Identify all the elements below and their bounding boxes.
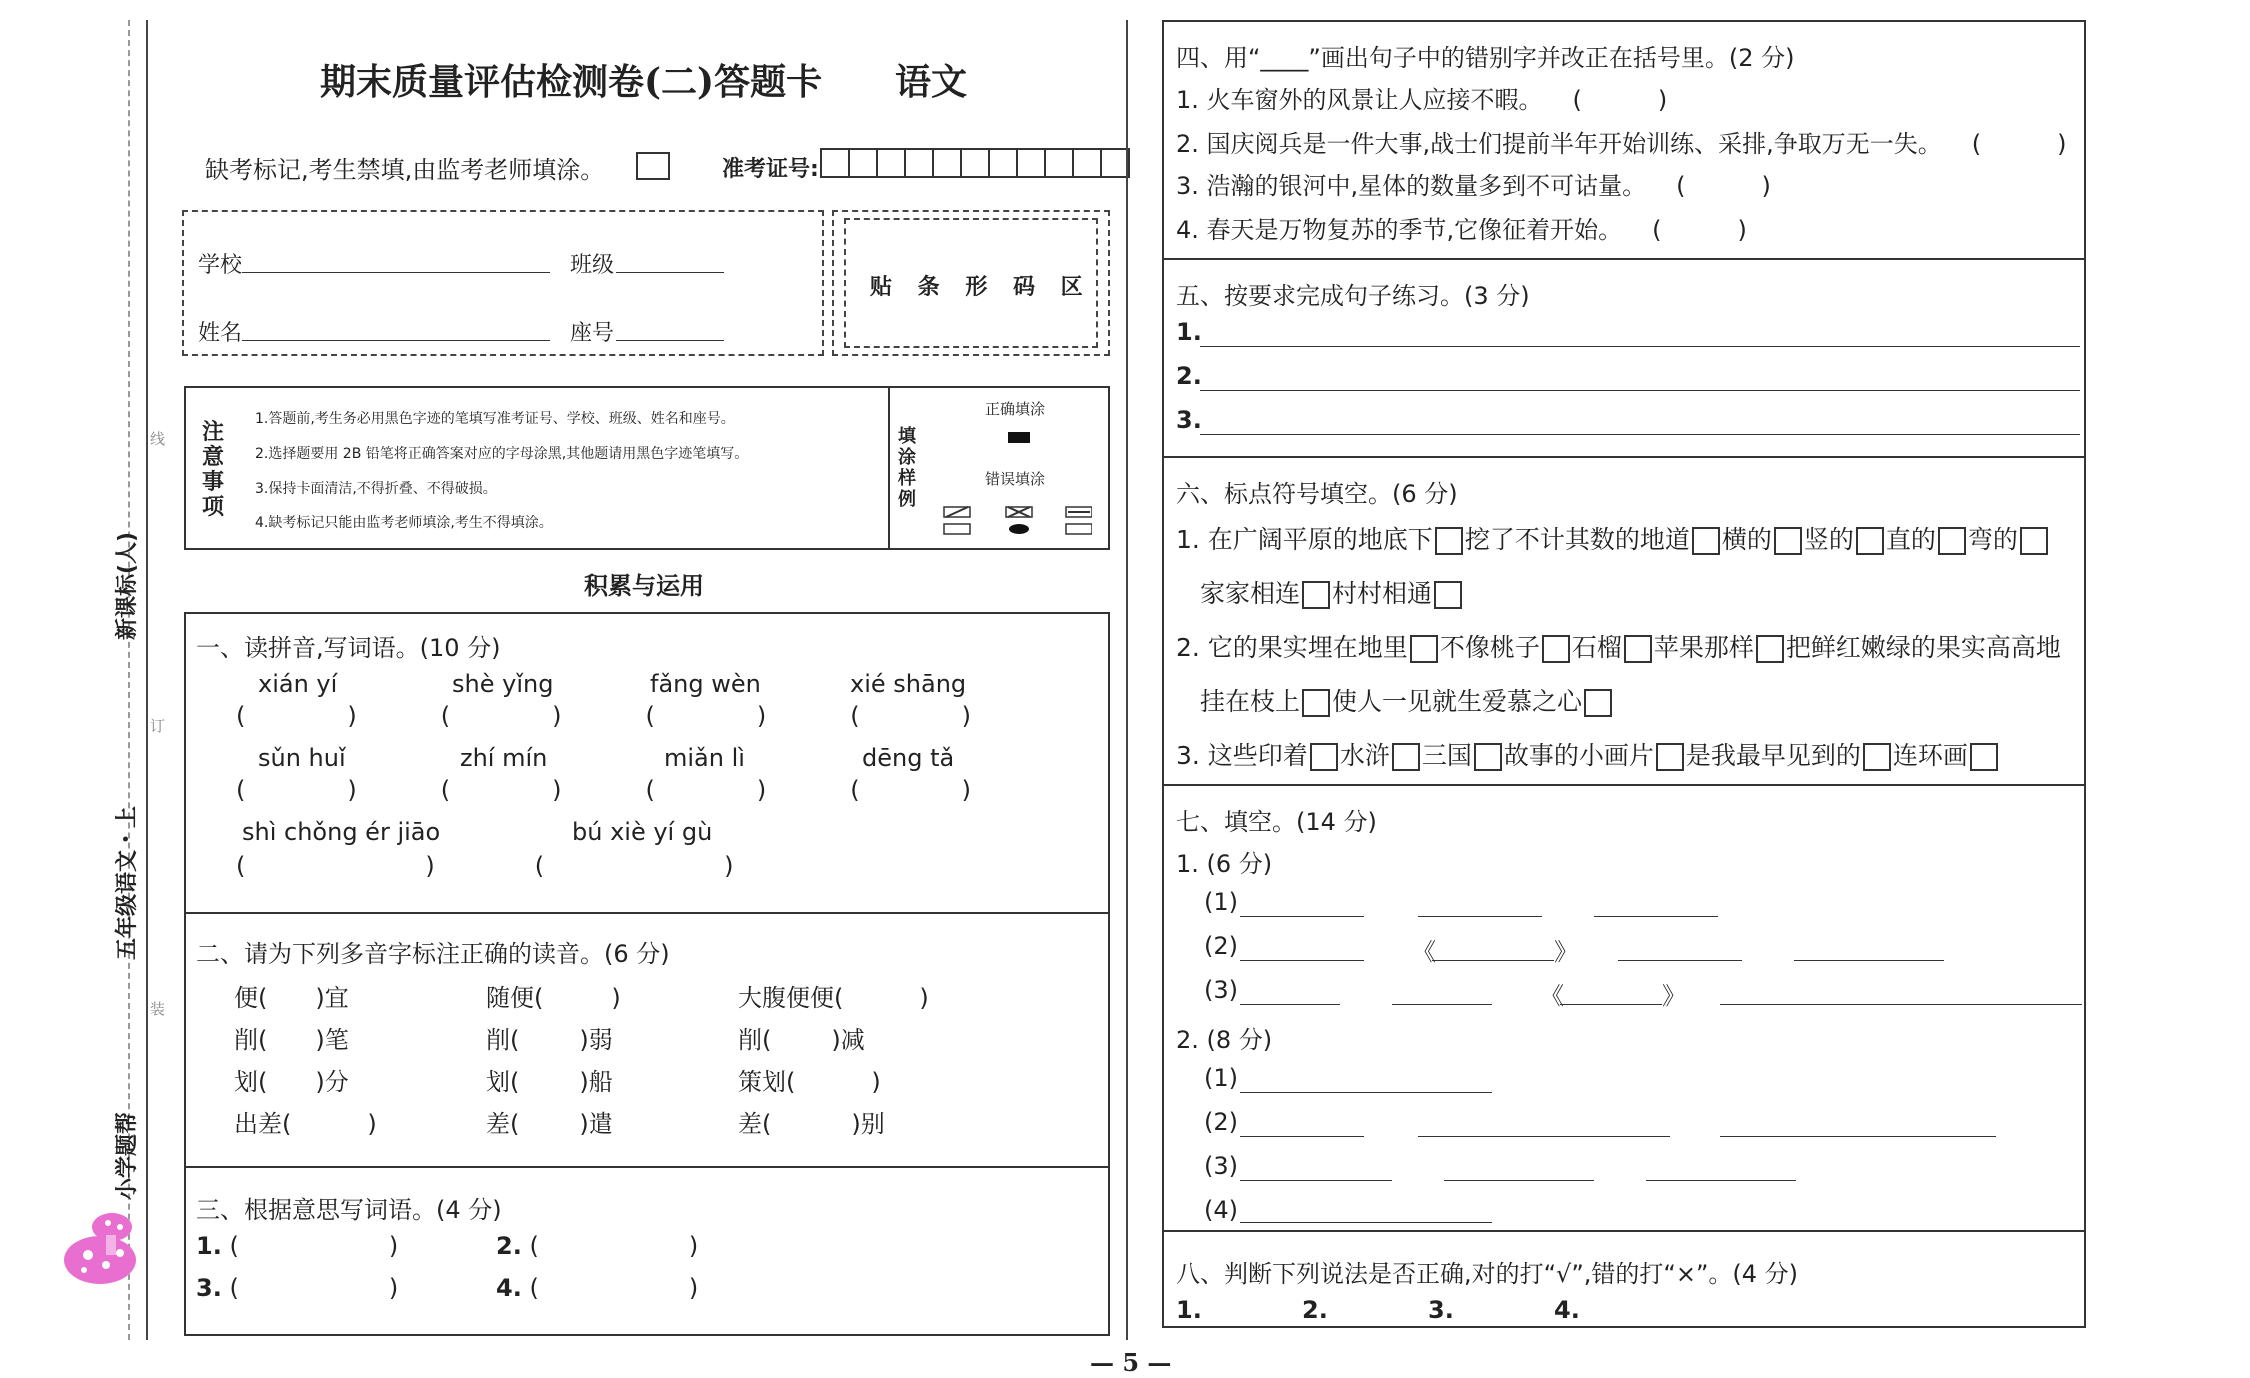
exam-no-label: 准考证号: xyxy=(722,157,819,182)
q7-2-3-a[interactable] xyxy=(1240,1180,1392,1181)
q1-pinyin-4: xié shāng xyxy=(850,670,967,698)
q1-pinyin-8: dēng tǎ xyxy=(862,744,955,772)
q1-pinyin-5: sǔn huǐ xyxy=(258,744,346,772)
line-word-ding: 订 xyxy=(150,717,166,735)
q3-answer-1[interactable]: 1. ( ) xyxy=(196,1232,399,1260)
class-field[interactable] xyxy=(616,272,724,273)
q1-pinyin-3: fǎng wèn xyxy=(650,670,761,698)
line-word-xian: 线 xyxy=(150,430,166,448)
q7-1-2-d[interactable] xyxy=(1794,960,1944,961)
absent-mark-label: 缺考标记,考生禁填,由监考老师填涂。 xyxy=(205,156,605,184)
q1-divider xyxy=(186,912,1108,914)
q7-part-2: 2. (8 分) xyxy=(1176,1026,1273,1054)
q1-pinyin-7: miǎn lì xyxy=(664,744,745,772)
subject-title: 语文 xyxy=(895,61,968,103)
q3-title: 三、根据意思写词语。(4 分) xyxy=(196,1196,502,1224)
q6-line-1[interactable]: 1. 在广阔平原的地底下 挖了不计其数的地道 横的 竖的 直的 弯的 xyxy=(1176,520,2050,556)
q7-title: 七、填空。(14 分) xyxy=(1176,808,1377,836)
q1-pinyin-9: shì chǒng ér jiāo xyxy=(242,818,441,846)
correct-fill-label: 正确填涂 xyxy=(985,400,1046,418)
q2-r1-b[interactable]: 随便( ) xyxy=(486,984,621,1012)
q6-line-4[interactable]: 挂在枝上 使人一见就生爱慕之心 xyxy=(1200,682,1614,718)
q1-pinyin-2: shè yǐng xyxy=(452,670,554,698)
correct-fill-mark xyxy=(1008,432,1030,443)
q5-divider xyxy=(1164,456,2084,458)
q1-answer-row-2[interactable]: ( ) ( ) ( ) ( ) xyxy=(236,776,971,804)
q7-1-3-c[interactable] xyxy=(1560,1004,1662,1005)
side-series: 新课标(人) xyxy=(115,531,140,640)
absent-mark-box[interactable] xyxy=(636,152,670,180)
q2-r2-c[interactable]: 削( )减 xyxy=(738,1026,865,1054)
q4-title: 四、用“____”画出句子中的错别字并改正在括号里。(2 分) xyxy=(1176,44,1795,72)
side-brand: 小学题帮 xyxy=(115,1111,140,1200)
exam-no-cells[interactable] xyxy=(820,148,1130,178)
q8-num-4[interactable]: 4. xyxy=(1554,1296,1580,1324)
q8-title: 八、判断下列说法是否正确,对的打“√”,错的打“×”。(4 分) xyxy=(1176,1260,1799,1288)
notice-item-1: 1.答题前,考生务必用黑色字迹的笔填写准考证号、学校、班级、姓名和座号。 xyxy=(255,411,735,427)
q4-item-3[interactable]: 3. 浩瀚的银河中,星体的数量多到不可诂量。 ( ) xyxy=(1176,172,1771,200)
q6-line-2[interactable]: 家家相连 村村相通 xyxy=(1200,574,1464,610)
q7-1-sub-2: (2) xyxy=(1204,932,1238,960)
school-label: 学校 xyxy=(198,253,243,278)
q3-answer-3[interactable]: 3. ( ) xyxy=(196,1274,399,1302)
q7-1-2-book-close: 》 xyxy=(1554,938,1578,966)
q2-r3-a[interactable]: 划( )分 xyxy=(234,1068,349,1096)
q2-r1-a[interactable]: 便( )宜 xyxy=(234,984,349,1012)
q2-r2-b[interactable]: 削( )弱 xyxy=(486,1026,613,1054)
notice-label: 注意事项 xyxy=(202,420,225,520)
school-field[interactable] xyxy=(242,272,550,273)
q6-title: 六、标点符号填空。(6 分) xyxy=(1176,480,1458,508)
q7-1-2-b[interactable] xyxy=(1432,960,1554,961)
q5-line-3[interactable] xyxy=(1200,434,2080,435)
q7-1-1-c[interactable] xyxy=(1594,916,1718,917)
name-label: 姓名 xyxy=(198,321,243,346)
q7-1-3-a[interactable] xyxy=(1240,1004,1340,1005)
q7-1-3-book-close: 》 xyxy=(1662,982,1686,1010)
notice-item-3: 3.保持卡面清洁,不得折叠、不得破损。 xyxy=(255,481,497,497)
q3-answer-2[interactable]: 2. ( ) xyxy=(496,1232,699,1260)
q7-2-3-b[interactable] xyxy=(1444,1180,1594,1181)
q4-item-2[interactable]: 2. 国庆阅兵是一件大事,战士们提前半年开始训练、采排,争取万无一失。 ( ) xyxy=(1176,130,2067,158)
q8-num-3[interactable]: 3. xyxy=(1428,1296,1454,1324)
q7-1-2-a[interactable] xyxy=(1240,960,1364,961)
q2-r1-c[interactable]: 大腹便便( ) xyxy=(738,984,929,1012)
q2-r3-c[interactable]: 策划( ) xyxy=(738,1068,881,1096)
section-title: 积累与运用 xyxy=(584,572,704,600)
wrong-fill-label: 错误填涂 xyxy=(985,470,1046,488)
q7-2-3-c[interactable] xyxy=(1646,1180,1796,1181)
q2-r4-c[interactable]: 差( )别 xyxy=(738,1110,885,1138)
info-box xyxy=(182,210,824,356)
q7-2-2-b[interactable] xyxy=(1418,1136,1670,1137)
q7-2-2-a[interactable] xyxy=(1240,1136,1364,1137)
page-title: 期末质量评估检测卷(二)答题卡 xyxy=(320,61,823,103)
q7-2-1-a[interactable] xyxy=(1240,1092,1492,1093)
notice-divider xyxy=(888,388,890,548)
mushroom-logo-icon xyxy=(60,1205,140,1300)
notice-item-4: 4.缺考标记只能由监考老师填涂,考生不得填涂。 xyxy=(255,515,553,531)
notice-item-2: 2.选择题要用 2B 铅笔将正确答案对应的字母涂黑,其他题请用黑色字迹笔填写。 xyxy=(255,446,749,462)
q2-r2-a[interactable]: 削( )笔 xyxy=(234,1026,349,1054)
q7-1-3-book-open: 《 xyxy=(1540,982,1564,1010)
sample-label: 填涂样例 xyxy=(898,426,916,510)
q6-divider xyxy=(1164,784,2084,786)
q1-title: 一、读拼音,写词语。(10 分) xyxy=(196,634,501,662)
q7-2-4-a[interactable] xyxy=(1240,1222,1492,1223)
q7-1-2-book-open: 《 xyxy=(1412,938,1436,966)
q6-line-5[interactable]: 3. 这些印着 水浒 三国 故事的小画片 是我最早见到的 连环画 xyxy=(1176,736,2000,772)
q5-num-1: 1. xyxy=(1176,318,1202,346)
barcode-label: 贴 条 形 码 区 xyxy=(870,275,1083,300)
q4-divider xyxy=(1164,258,2084,260)
q1-pinyin-6: zhí mín xyxy=(460,744,548,772)
q7-1-sub-1: (1) xyxy=(1204,888,1238,916)
q1-pinyin-1: xián yí xyxy=(258,670,338,698)
q7-2-sub-1: (1) xyxy=(1204,1064,1238,1092)
wrong-fill-marks xyxy=(942,504,1092,538)
q7-2-2-c[interactable] xyxy=(1720,1136,1996,1137)
q2-title: 二、请为下列多音字标注正确的读音。(6 分) xyxy=(196,940,670,968)
q5-num-2: 2. xyxy=(1176,362,1202,390)
q5-line-2[interactable] xyxy=(1200,390,2080,391)
q7-2-sub-3: (3) xyxy=(1204,1152,1238,1180)
q7-2-sub-4: (4) xyxy=(1204,1196,1238,1224)
q7-1-2-c[interactable] xyxy=(1618,960,1742,961)
q4-item-1[interactable]: 1. 火车窗外的风景让人应接不暇。 ( ) xyxy=(1176,86,1668,114)
q4-item-4[interactable]: 4. 春天是万物复苏的季节,它像征着开始。 ( ) xyxy=(1176,216,1747,244)
name-field[interactable] xyxy=(242,340,550,341)
q5-line-1[interactable] xyxy=(1200,346,2080,347)
q5-num-3: 3. xyxy=(1176,406,1202,434)
q5-title: 五、按要求完成句子练习。(3 分) xyxy=(1176,282,1530,310)
page-number: — 5 — xyxy=(1090,1348,1172,1377)
q1-pinyin-10: bú xiè yí gù xyxy=(572,818,713,846)
q7-part-1: 1. (6 分) xyxy=(1176,850,1273,878)
q1-answer-row-1[interactable]: ( ) ( ) ( ) ( ) xyxy=(236,702,971,730)
center-fold xyxy=(1126,20,1128,1340)
class-label: 班级 xyxy=(570,253,615,278)
q7-1-1-a[interactable] xyxy=(1240,916,1364,917)
q7-1-sub-3: (3) xyxy=(1204,976,1238,1004)
q1-answer-row-3[interactable]: ( ) ( ) xyxy=(236,852,734,880)
seat-label: 座号 xyxy=(570,321,615,346)
q2-divider xyxy=(186,1166,1108,1168)
q7-1-3-b[interactable] xyxy=(1392,1004,1492,1005)
q7-1-1-b[interactable] xyxy=(1418,916,1542,917)
q6-line-3[interactable]: 2. 它的果实埋在地里 不像桃子 石榴 苹果那样 把鲜红嫩绿的果实高高地 xyxy=(1176,633,2061,662)
seat-field[interactable] xyxy=(616,340,724,341)
side-grade: 五年级语文・上 xyxy=(115,805,140,960)
q8-num-1[interactable]: 1. xyxy=(1176,1296,1202,1324)
q7-1-3-d[interactable] xyxy=(1720,1004,2082,1005)
line-word-zhuang: 装 xyxy=(150,1000,166,1018)
q8-num-2[interactable]: 2. xyxy=(1302,1296,1328,1324)
q7-divider xyxy=(1164,1230,2084,1232)
binding-line-solid xyxy=(146,20,148,1340)
q7-2-sub-2: (2) xyxy=(1204,1108,1238,1136)
q2-r4-b[interactable]: 差( )遣 xyxy=(486,1110,613,1138)
q2-r4-a[interactable]: 出差( ) xyxy=(234,1110,377,1138)
q3-answer-4[interactable]: 4. ( ) xyxy=(496,1274,699,1302)
q2-r3-b[interactable]: 划( )船 xyxy=(486,1068,613,1096)
